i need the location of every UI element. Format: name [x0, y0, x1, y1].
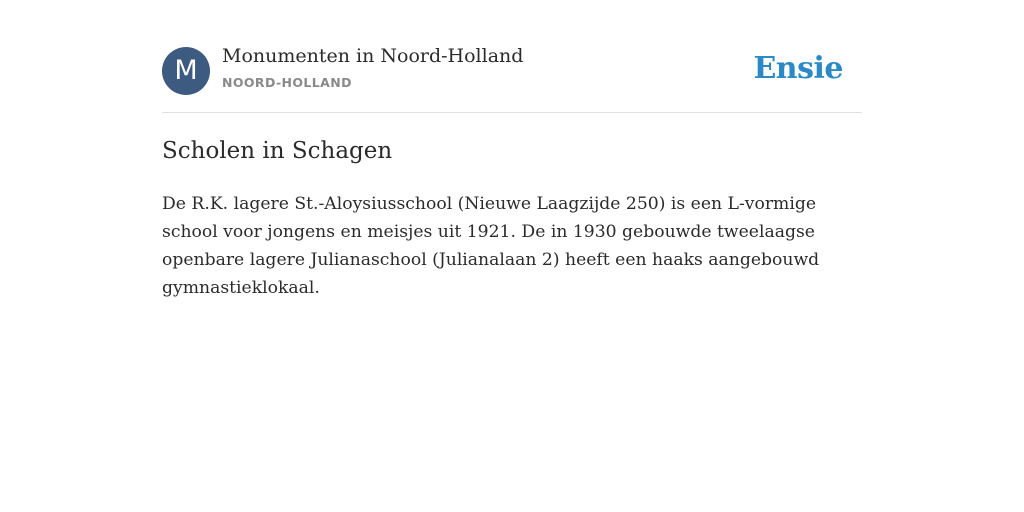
entry-body: De R.K. lagere St.-Aloysiusschool (Nieuwe Laagzijde 250) is een L-vormige school voor jongens en meisjes uit 1921. De in 1930 gebouwde tweelaagse openbare lagere Julianaschool (Julianalaan 2) heeft een haaks aangebouwd gymnastieklokaal.	[162, 194, 820, 298]
entry-card	[162, 0, 862, 298]
avatar[interactable]: M	[162, 47, 210, 95]
entry-title: Scholen in Schagen	[162, 138, 393, 164]
source-subtitle: NOORD-HOLLAND	[222, 75, 352, 90]
brand-logo[interactable]: Ensie	[753, 51, 843, 86]
entry-header	[162, 0, 862, 113]
source-title[interactable]: Monumenten in Noord-Holland	[222, 45, 524, 67]
